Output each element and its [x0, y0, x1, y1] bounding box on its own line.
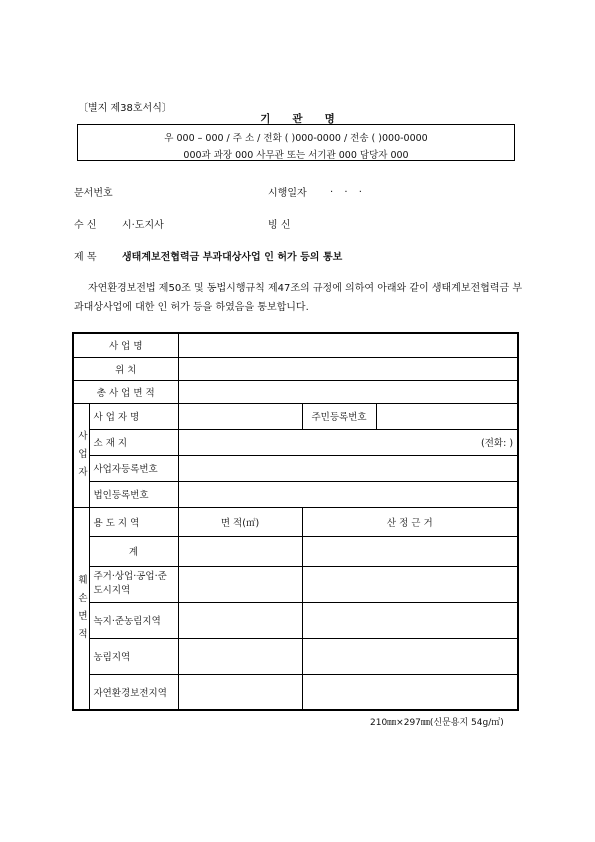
business-reg-no-value[interactable] — [178, 455, 518, 481]
operator-name-value[interactable] — [178, 403, 302, 429]
project-info-table — [72, 332, 519, 711]
form-number: 〔별지 제38호서식〕 — [78, 103, 172, 114]
address-value[interactable] — [178, 429, 518, 455]
subject-value: 생태계보전협력금 부과대상사업 인 허가 등의 통보 — [122, 252, 343, 263]
area-agri-value[interactable] — [178, 638, 302, 674]
area-conservation-value[interactable] — [178, 674, 302, 710]
location-label: 위 치 — [73, 357, 178, 380]
zone-row-green: 녹지·준농림지역 — [89, 602, 178, 638]
subject-label: 제 목 — [74, 252, 97, 263]
project-name-value[interactable] — [178, 333, 518, 357]
basis-total-value[interactable] — [302, 536, 518, 566]
doc-no-label: 문서번호 — [74, 188, 113, 199]
org-name: 기관명 — [260, 113, 357, 125]
address-line-2: 000과 과장 000 사무관 또는 서기관 000 담당자 000 — [183, 150, 409, 161]
date-value: . . . — [330, 184, 366, 195]
resident-no-value[interactable] — [376, 403, 518, 429]
phone-hint: (전화: ) — [481, 438, 514, 449]
zone-row-conservation: 자연환경보전지역 — [89, 674, 178, 710]
zone-row-urban: 주거·상업·공업·준도시지역 — [89, 566, 178, 602]
location-value[interactable] — [178, 357, 518, 380]
area-total-value[interactable] — [178, 536, 302, 566]
area-green-value[interactable] — [178, 602, 302, 638]
basis-green-value[interactable] — [302, 602, 518, 638]
total-area-value[interactable] — [178, 380, 518, 403]
operator-name-label: 사 업 자 명 — [89, 403, 178, 429]
operator-group-label — [73, 403, 89, 507]
total-area-label: 총 사 업 면 적 — [73, 380, 178, 403]
area-header: 면 적(㎡) — [178, 507, 302, 536]
operator-group-text: 사업자 — [78, 431, 88, 478]
basis-agri-value[interactable] — [302, 638, 518, 674]
paper-spec-note: 210㎜×297㎜(신문용지 54g/㎡) — [370, 718, 504, 728]
damage-group-label — [73, 507, 89, 710]
damage-group-text: 훼손면적 — [78, 575, 88, 641]
business-reg-no-label: 사업자등록번호 — [89, 455, 178, 481]
address-label: 소 재 지 — [89, 429, 178, 455]
date-label: 시행일자 — [268, 188, 307, 199]
corp-reg-no-value[interactable] — [178, 481, 518, 507]
zone-row-total: 계 — [89, 536, 178, 566]
project-name-label: 사 업 명 — [73, 333, 178, 357]
relay-label: 빙 신 — [268, 220, 291, 231]
corp-reg-no-label: 법인등록번호 — [89, 481, 178, 507]
recipient-label: 수 신 — [74, 220, 97, 231]
basis-header: 산 정 근 거 — [302, 507, 518, 536]
basis-conservation-value[interactable] — [302, 674, 518, 710]
address-line-1: 우 000 – 000 / 주 소 / 전화 ( )000-0000 / 전송 ( )000-0000 — [164, 133, 428, 144]
recipient-value: 시·도지사 — [122, 220, 164, 231]
org-address-box — [77, 124, 515, 161]
area-urban-value[interactable] — [178, 566, 302, 602]
basis-urban-value[interactable] — [302, 566, 518, 602]
resident-no-label: 주민등록번호 — [302, 403, 376, 429]
body-text: 자연환경보전법 제50조 및 동법시행규칙 제47조의 규정에 의하여 아래와 같이 생태계보전협력금 부과대상사업에 대한 인 허가 등을 하였음을 통보합니다. — [74, 283, 522, 313]
zone-row-agri: 농림지역 — [89, 638, 178, 674]
zone-header: 용 도 지 역 — [89, 507, 178, 536]
